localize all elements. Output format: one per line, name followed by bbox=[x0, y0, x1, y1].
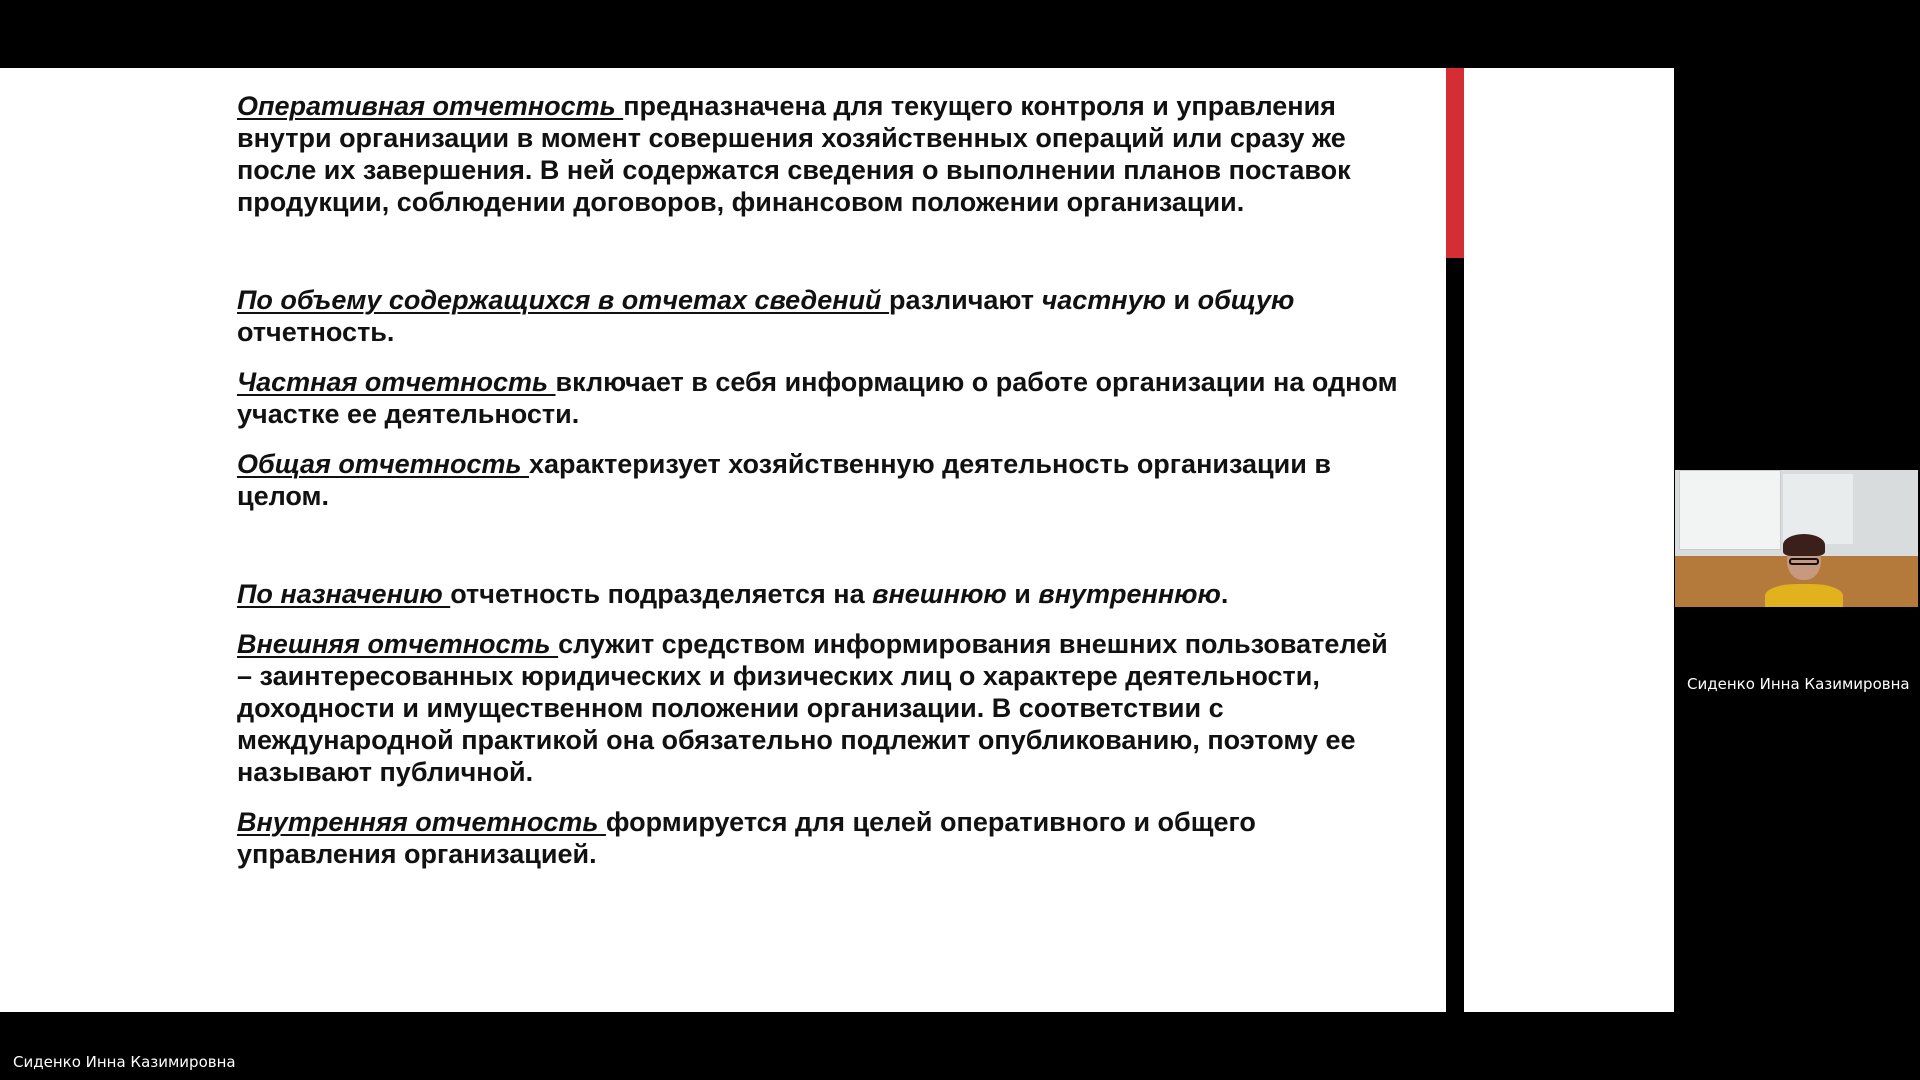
paragraph-text: и bbox=[1006, 579, 1039, 609]
participant-name-label: Сиденко Инна Казимировна bbox=[1687, 675, 1910, 693]
paragraph-text: различают bbox=[889, 285, 1042, 315]
paragraph-text: и bbox=[1165, 285, 1198, 315]
paragraph-text: отчетность. bbox=[237, 317, 395, 347]
emphasis-general: общую bbox=[1197, 285, 1295, 315]
paragraph-text: характеризует хозяйственную деятельность организации в целом. bbox=[237, 449, 1331, 511]
video-whiteboard-panel bbox=[1783, 474, 1853, 544]
paragraph-private-reporting bbox=[237, 366, 1407, 430]
paragraph-by-volume bbox=[237, 284, 1407, 348]
participant-figure bbox=[1763, 538, 1843, 607]
term-general-reporting: Общая отчетность bbox=[237, 449, 530, 479]
paragraph-internal-reporting bbox=[237, 806, 1407, 870]
participant-video-tile[interactable] bbox=[1675, 470, 1918, 607]
term-private-reporting: Частная отчетность bbox=[237, 367, 556, 397]
emphasis-private: частную bbox=[1041, 285, 1166, 315]
paragraph-text: отчетность подразделяется на bbox=[450, 579, 873, 609]
term-operational-reporting: Оперативная отчетность bbox=[237, 91, 624, 121]
paragraph-external-reporting bbox=[237, 628, 1407, 788]
slide-dark-bar bbox=[1446, 258, 1464, 1012]
slide-accent-bar bbox=[1446, 68, 1464, 258]
term-by-volume: По объему содержащихся в отчетах сведений bbox=[237, 285, 890, 315]
paragraph-text: . bbox=[1220, 579, 1229, 609]
paragraph-text: включает в себя информацию о работе организации на одном участке ее деятельности. bbox=[237, 367, 1398, 429]
shared-slide bbox=[0, 68, 1674, 1012]
paragraph-text: предназначена для текущего контроля и управления внутри организации в момент совершения хозяйственных операций или сразу же после их завершения. В ней содержатся сведения о выполнении планов поставок продукции, соблюдении договоров, финансовом положении организации. bbox=[237, 91, 1351, 217]
emphasis-internal: внутреннюю bbox=[1038, 579, 1221, 609]
paragraph-text: служит средством информирования внешних пользователей – заинтересованных юридических и физических лиц о характере деятельности, доходности и имущественном положении организации. В соответствии с международной практикой она обязательно подлежит опубликованию, поэтому ее называют публичной. bbox=[237, 629, 1388, 787]
participant-body bbox=[1765, 584, 1843, 607]
participant-hair bbox=[1783, 534, 1825, 556]
slide-content bbox=[237, 90, 1407, 870]
paragraph-by-purpose bbox=[237, 578, 1407, 610]
presenter-name-label: Сиденко Инна Казимировна bbox=[13, 1053, 236, 1071]
paragraph-text: формируется для целей оперативного и общего управления организацией. bbox=[237, 807, 1256, 869]
participant-glasses bbox=[1789, 558, 1819, 565]
term-internal-reporting: Внутренняя отчетность bbox=[237, 807, 606, 837]
term-external-reporting: Внешняя отчетность bbox=[237, 629, 559, 659]
paragraph-general-reporting bbox=[237, 448, 1407, 512]
term-by-purpose: По назначению bbox=[237, 579, 451, 609]
paragraph-operational-reporting bbox=[237, 90, 1407, 218]
emphasis-external: внешнюю bbox=[872, 579, 1007, 609]
